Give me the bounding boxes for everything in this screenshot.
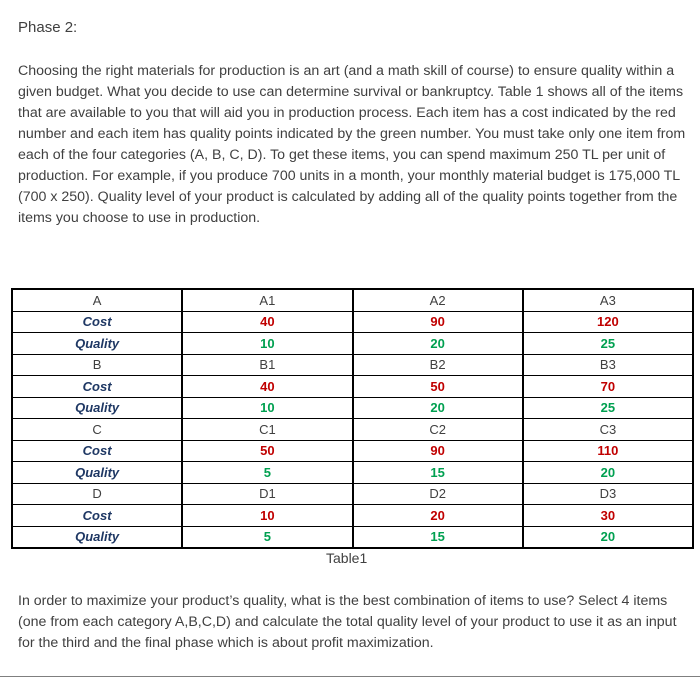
- category-label-a: A: [12, 289, 182, 311]
- category-row-c: [12, 419, 693, 441]
- cost-row-a: [12, 311, 693, 333]
- item-b3: B3: [523, 354, 693, 376]
- cost-b3: 70: [523, 376, 693, 398]
- item-d1: D1: [182, 483, 352, 505]
- item-b1: B1: [182, 354, 352, 376]
- quality-row-a: [12, 333, 693, 355]
- quality-d2: 15: [353, 526, 523, 548]
- quality-d3: 20: [523, 526, 693, 548]
- cost-b2: 50: [353, 376, 523, 398]
- item-a3: A3: [523, 289, 693, 311]
- quality-label: Quality: [12, 462, 182, 484]
- quality-label: Quality: [12, 333, 182, 355]
- quality-label: Quality: [12, 526, 182, 548]
- cost-label: Cost: [12, 311, 182, 333]
- quality-row-c: [12, 462, 693, 484]
- cost-d2: 20: [353, 505, 523, 527]
- category-row-b: [12, 354, 693, 376]
- cost-a3: 120: [523, 311, 693, 333]
- item-a2: A2: [353, 289, 523, 311]
- cost-b1: 40: [182, 376, 352, 398]
- cost-label: Cost: [12, 376, 182, 398]
- item-c3: C3: [523, 419, 693, 441]
- phase-heading: Phase 2:: [18, 19, 78, 36]
- intro-paragraph: Choosing the right materials for production is an art (and a math skill of course) to ensure quality within a given budget. What you decide to use can determine survival or bankruptcy. Table 1 shows all of the items that are available to you that will aid you in production process. Each item has a cost indicated by the red number and each item has quality points indicated by the green number. You must take only one item from each of the four categories (A, B, C, D). To get these items, you can spend maximum 250 TL per unit of production. For example, if you produce 700 units in a month, your monthly material budget is 175,000 TL (700 x 250). Quality level of your product is calculated by adding all of the quality points together from the items you choose to use in production.: [18, 63, 686, 226]
- quality-c2: 15: [353, 462, 523, 484]
- quality-d1: 5: [182, 526, 352, 548]
- item-d2: D2: [353, 483, 523, 505]
- quality-a1: 10: [182, 333, 352, 355]
- cost-label: Cost: [12, 440, 182, 462]
- quality-row-d: [12, 526, 693, 548]
- cost-a1: 40: [182, 311, 352, 333]
- bottom-divider: [0, 676, 700, 677]
- question-paragraph: In order to maximize your product’s quality, what is the best combination of items to use? Select 4 items (one from each category A,B,C,D) and calculate the total quality level of your product to use it as an input for the third and the final phase which is about profit maximization.: [18, 593, 677, 651]
- cost-d1: 10: [182, 505, 352, 527]
- category-label-d: D: [12, 483, 182, 505]
- cost-c2: 90: [353, 440, 523, 462]
- category-label-c: C: [12, 419, 182, 441]
- quality-a3: 25: [523, 333, 693, 355]
- item-d3: D3: [523, 483, 693, 505]
- table-caption: Table1: [326, 550, 368, 566]
- quality-c3: 20: [523, 462, 693, 484]
- quality-c1: 5: [182, 462, 352, 484]
- quality-row-b: [12, 397, 693, 419]
- quality-a2: 20: [353, 333, 523, 355]
- category-row-a: [12, 289, 693, 311]
- quality-b2: 20: [353, 397, 523, 419]
- item-c1: C1: [182, 419, 352, 441]
- cost-d3: 30: [523, 505, 693, 527]
- quality-label: Quality: [12, 397, 182, 419]
- cost-label: Cost: [12, 505, 182, 527]
- quality-b3: 25: [523, 397, 693, 419]
- cost-row-c: [12, 440, 693, 462]
- quality-b1: 10: [182, 397, 352, 419]
- item-a1: A1: [182, 289, 352, 311]
- cost-c3: 110: [523, 440, 693, 462]
- cost-row-b: [12, 376, 693, 398]
- items-table: [11, 288, 694, 549]
- category-label-b: B: [12, 354, 182, 376]
- cost-row-d: [12, 505, 693, 527]
- item-b2: B2: [353, 354, 523, 376]
- cost-a2: 90: [353, 311, 523, 333]
- cost-c1: 50: [182, 440, 352, 462]
- category-row-d: [12, 483, 693, 505]
- item-c2: C2: [353, 419, 523, 441]
